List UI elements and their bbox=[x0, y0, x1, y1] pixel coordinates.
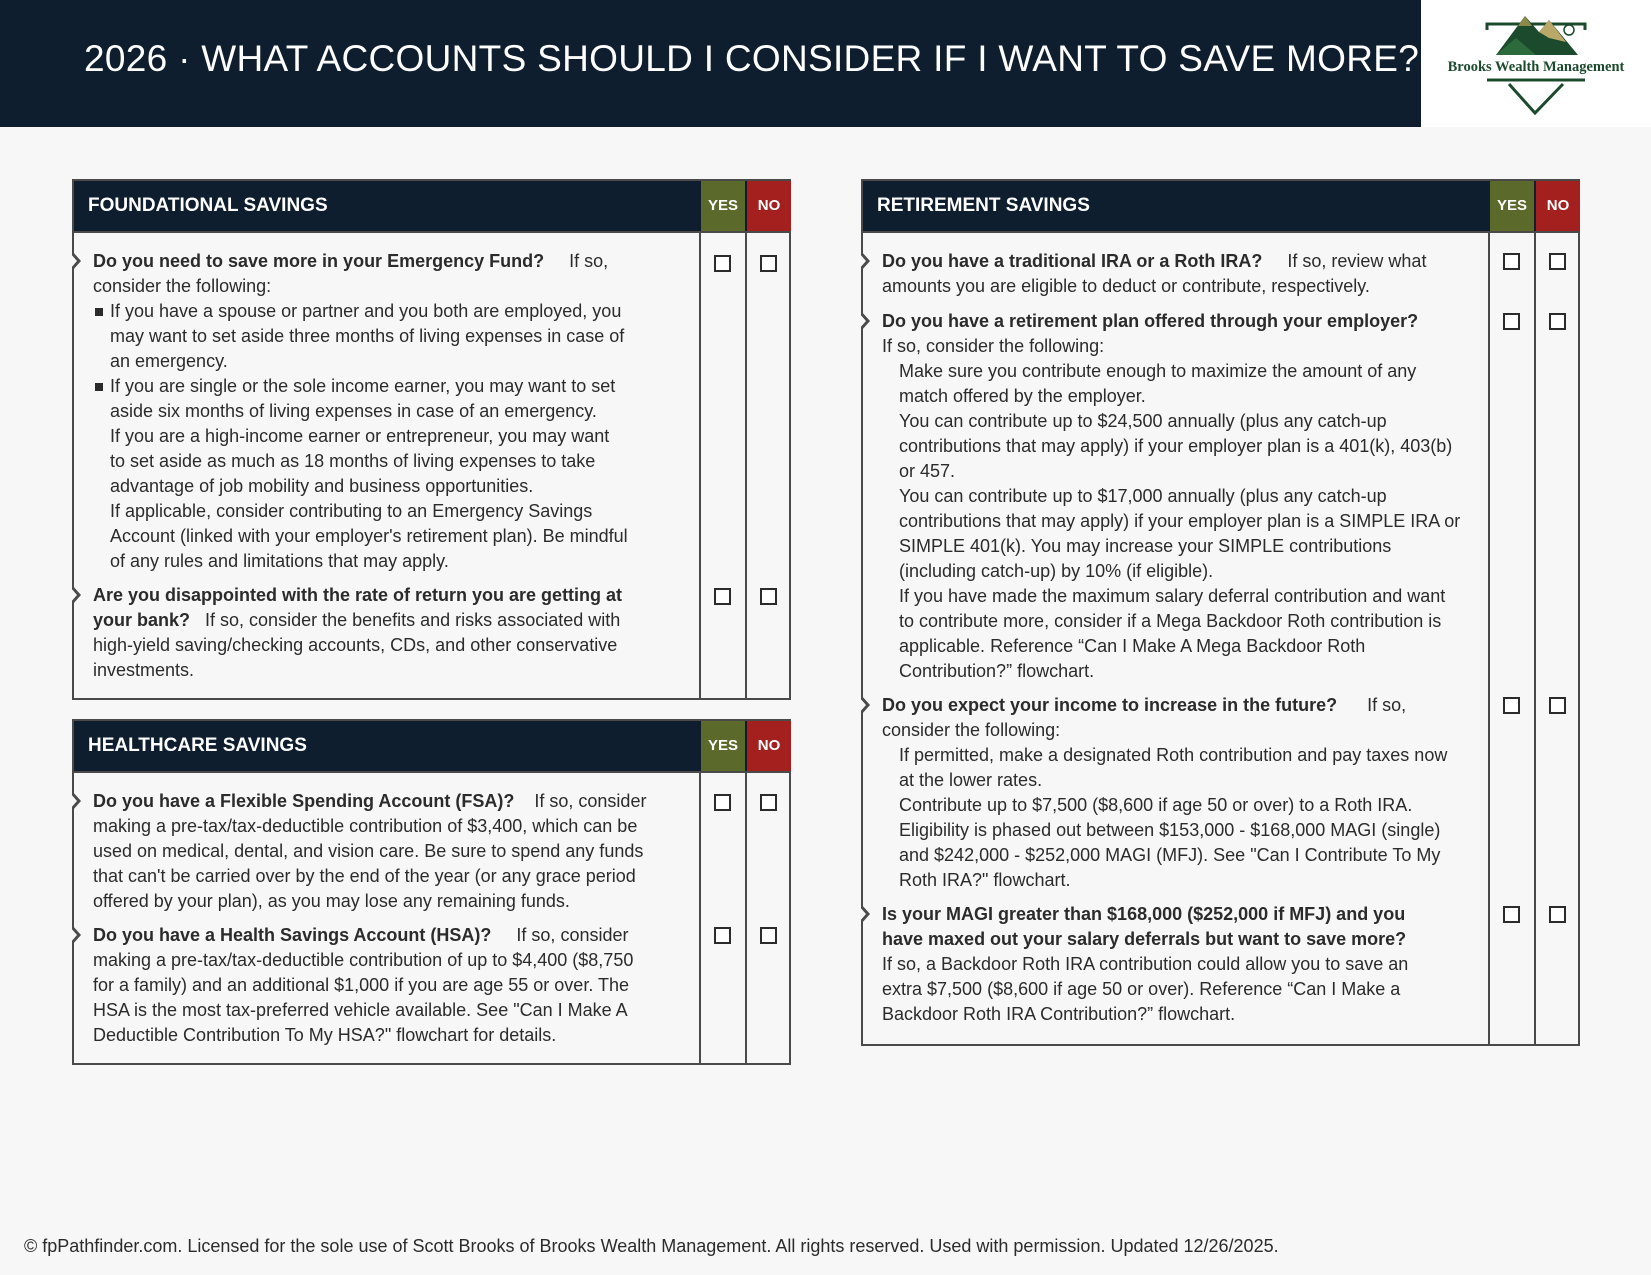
no-checkbox[interactable] bbox=[760, 588, 777, 605]
list-item: Make sure you contribute enough to maximize the amount of any match offered by the employer. bbox=[899, 361, 1417, 406]
row-marker-icon bbox=[72, 791, 81, 811]
divider bbox=[745, 771, 747, 1063]
yes-checkbox[interactable] bbox=[714, 255, 731, 272]
bullet-icon bbox=[95, 308, 103, 316]
yes-column-header: YES bbox=[1490, 181, 1534, 231]
panel-header bbox=[74, 181, 789, 233]
no-checkbox[interactable] bbox=[760, 927, 777, 944]
question-intro: If so, consider the following: bbox=[93, 251, 609, 296]
yes-checkbox[interactable] bbox=[1503, 253, 1520, 270]
divider bbox=[699, 771, 701, 1063]
divider bbox=[1534, 231, 1536, 1044]
question-label: Is your MAGI greater than $168,000 ($252,000 if MFJ) and you have maxed out your salary deferrals but want to save more? bbox=[882, 904, 1407, 949]
no-column-header: NO bbox=[747, 721, 791, 771]
yes-checkbox[interactable] bbox=[714, 588, 731, 605]
question-intro: If so, consider the following: bbox=[882, 336, 1105, 356]
no-column-header: NO bbox=[1536, 181, 1580, 231]
panel-title: FOUNDATIONAL SAVINGS bbox=[88, 195, 328, 216]
yes-checkbox[interactable] bbox=[714, 927, 731, 944]
list-item: Contribute up to $7,500 ($8,600 if age 50 or over) to a Roth IRA. Eligibility is phased out between $153,000 - $168,000 MAGI (single) and $242,000 - $252,000 MAGI (MFJ). See "Can I Contribute To My Roth IRA?" flowchart. bbox=[899, 795, 1441, 890]
panel-title: HEALTHCARE SAVINGS bbox=[88, 735, 307, 756]
list-item: You can contribute up to $24,500 annually (plus any catch-up contributions that may apply) if your employer plan is a 401(k), 403(b) or 457. bbox=[899, 411, 1453, 481]
row-marker-icon bbox=[72, 251, 81, 271]
question-item bbox=[93, 583, 653, 683]
page-header bbox=[0, 0, 1421, 127]
row-marker-icon bbox=[72, 585, 81, 605]
yes-column-header: YES bbox=[701, 181, 745, 231]
no-checkbox[interactable] bbox=[1549, 697, 1566, 714]
no-checkbox[interactable] bbox=[1549, 313, 1566, 330]
company-logo bbox=[1421, 0, 1651, 127]
logo-text: Brooks Wealth Management bbox=[1447, 59, 1625, 75]
row-marker-icon bbox=[861, 311, 870, 331]
yes-checkbox[interactable] bbox=[1503, 313, 1520, 330]
question-body: If so, consider making a pre-tax/tax-deductible contribution of $3,400, which can be used on medical, dental, and vision care. Be sure to spend any funds that can't be carried over by the end of the year (or any grace period offered by your plan), as you may lose any remaining funds. bbox=[93, 791, 647, 911]
question-item bbox=[882, 693, 1462, 893]
page-title: 2026 · WHAT ACCOUNTS SHOULD I CONSIDER IF I WANT TO SAVE MORE? bbox=[84, 38, 1420, 79]
row-marker-icon bbox=[861, 251, 870, 271]
question-item bbox=[882, 249, 1457, 299]
question-label: Are you disappointed with the rate of return you are getting at your bank? bbox=[93, 585, 623, 630]
question-body: If so, review what amounts you are eligible to deduct or contribute, respectively. bbox=[882, 251, 1427, 296]
question-label: Do you have a Flexible Spending Account (FSA)? bbox=[93, 791, 515, 811]
retirement-savings-panel bbox=[861, 179, 1580, 1046]
no-column-header: NO bbox=[747, 181, 791, 231]
list-item: If you have made the maximum salary deferral contribution and want to contribute more, consider if a Mega Backdoor Roth contribution is applicable. Reference “Can I Make A Mega Backdoor Roth Contribution?” flowchart. bbox=[899, 586, 1446, 681]
question-label: Do you have a traditional IRA or a Roth IRA? bbox=[882, 251, 1263, 271]
question-body: If so, consider making a pre-tax/tax-deductible contribution of up to $4,400 ($8,750 for a family) and an additional $1,000 if you are age 55 or over. The HSA is the most tax-preferred vehicle available. See "Can I Make A Deductible Contribution To My HSA?" flowchart for details. bbox=[93, 925, 634, 1045]
list-item: If you are single or the sole income earner, you may want to set aside six months of living expenses in case of an emergency. bbox=[93, 374, 628, 424]
question-body: If so, consider the benefits and risks associated with high-yield saving/checking accounts, CDs, and other conservative investments. bbox=[93, 610, 621, 680]
list-item: If you have a spouse or partner and you both are employed, you may want to set aside three months of living expenses in case of an emergency. bbox=[93, 299, 628, 374]
yes-checkbox[interactable] bbox=[714, 794, 731, 811]
question-intro: If so, consider the following: bbox=[882, 695, 1407, 740]
question-label: Do you have a Health Savings Account (HSA)? bbox=[93, 925, 492, 945]
divider bbox=[699, 231, 701, 698]
yes-checkbox[interactable] bbox=[1503, 697, 1520, 714]
question-item bbox=[93, 789, 658, 914]
row-marker-icon bbox=[861, 695, 870, 715]
yes-column-header: YES bbox=[701, 721, 745, 771]
panel-title: RETIREMENT SAVINGS bbox=[877, 195, 1090, 216]
question-item bbox=[93, 249, 628, 574]
question-text bbox=[93, 249, 628, 299]
healthcare-savings-panel bbox=[72, 719, 791, 1065]
yes-checkbox[interactable] bbox=[1503, 906, 1520, 923]
question-body: If so, a Backdoor Roth IRA contribution could allow you to save an extra $7,500 ($8,600 if age 50 or over). Reference “Can I Make a Backdoor Roth IRA Contribution?” flowchart. bbox=[882, 954, 1409, 1024]
question-item bbox=[93, 923, 658, 1048]
question-label: Do you need to save more in your Emergency Fund? bbox=[93, 251, 545, 271]
no-checkbox[interactable] bbox=[1549, 906, 1566, 923]
copyright-footer: © fpPathfinder.com. Licensed for the sole use of Scott Brooks of Brooks Wealth Management. All rights reserved. Used with permission. Updated 12/26/2025. bbox=[24, 1236, 1279, 1256]
bullet-icon bbox=[95, 383, 103, 391]
no-checkbox[interactable] bbox=[760, 255, 777, 272]
question-item bbox=[882, 902, 1447, 1027]
question-text bbox=[882, 693, 1462, 743]
list-item: You can contribute up to $17,000 annually (plus any catch-up contributions that may apply) if your employer plan is a SIMPLE IRA or SIMPLE 401(k). You may increase your SIMPLE contributions (including catch-up) by 10% (if eligible). bbox=[899, 486, 1461, 581]
no-checkbox[interactable] bbox=[1549, 253, 1566, 270]
foundational-savings-panel bbox=[72, 179, 791, 700]
divider bbox=[1488, 231, 1490, 1044]
list-item: If permitted, make a designated Roth contribution and pay taxes now at the lower rates. bbox=[899, 745, 1448, 790]
list-item: If applicable, consider contributing to an Emergency Savings Account (linked with your employer's retirement plan). Be mindful of any rules and limitations that may apply. bbox=[110, 501, 628, 571]
list-item: If you are a high-income earner or entrepreneur, you may want to set aside as much as 18 months of living expenses to take advantage of job mobility and business opportunities. bbox=[110, 426, 610, 496]
panel-header bbox=[863, 181, 1578, 233]
question-label: Do you expect your income to increase in the future? bbox=[882, 695, 1338, 715]
question-label: Do you have a retirement plan offered through your employer? bbox=[882, 311, 1419, 331]
row-marker-icon bbox=[72, 925, 81, 945]
no-checkbox[interactable] bbox=[760, 794, 777, 811]
panel-header bbox=[74, 721, 789, 773]
row-marker-icon bbox=[861, 904, 870, 924]
divider bbox=[745, 231, 747, 698]
question-item bbox=[882, 309, 1462, 684]
